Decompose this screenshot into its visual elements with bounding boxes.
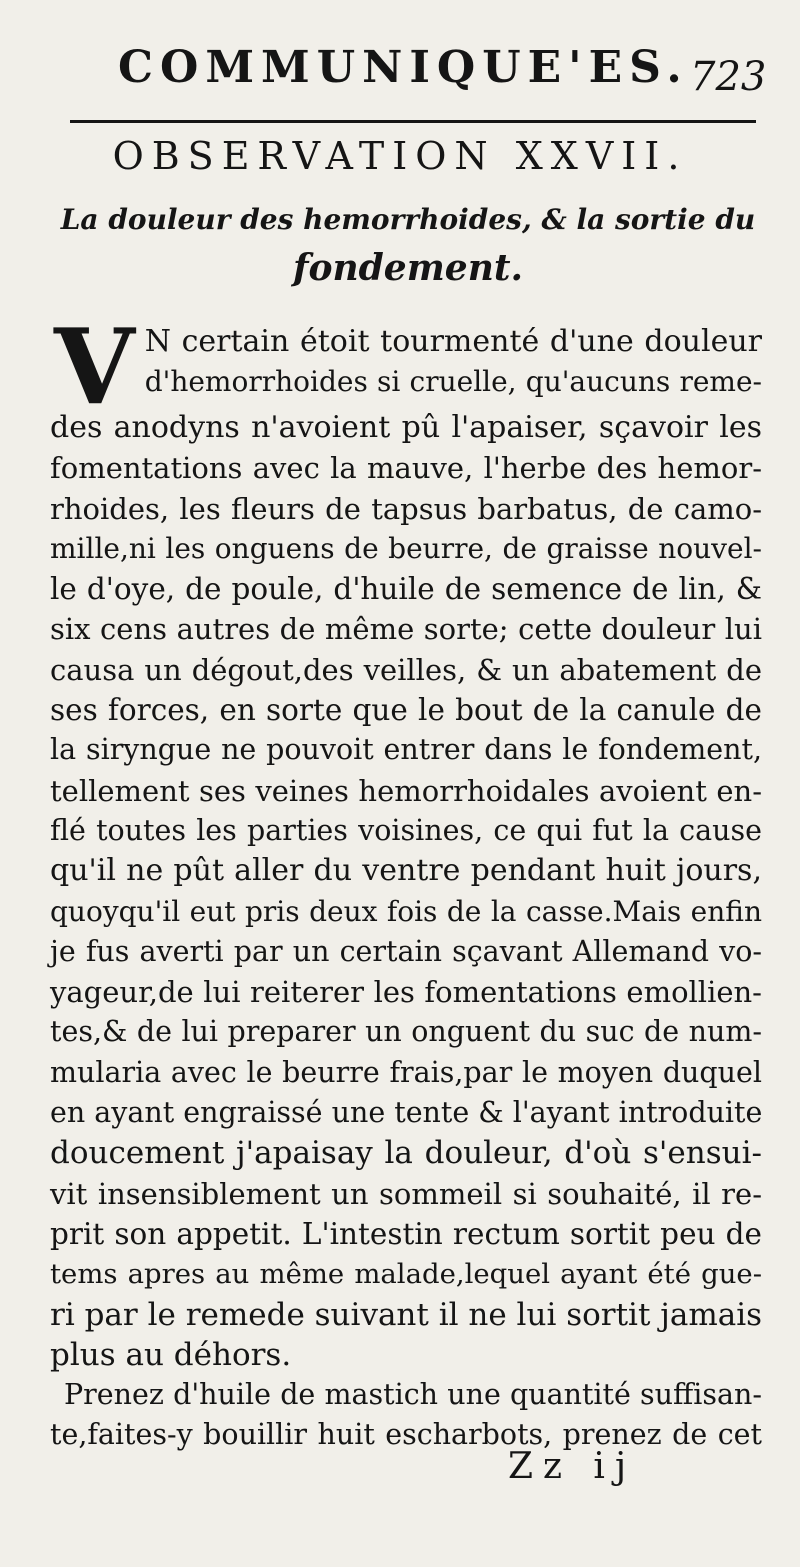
text-line: tes,& de lui preparer un onguent du suc de num- xyxy=(50,1015,762,1049)
text-line: des anodyns n'avoient pû l'apaiser, sçavoir les xyxy=(50,410,762,445)
text-line: je fus averti par un certain sçavant Allemand vo- xyxy=(50,934,762,968)
signature-mark: Zz ij xyxy=(508,1446,637,1487)
text-line: tems apres au même malade,lequel ayant été gue- xyxy=(50,1258,762,1291)
text-line: N certain étoit tourmenté d'une douleur xyxy=(144,324,762,359)
text-line: d'hemorrhoides si cruelle, qu'aucuns reme- xyxy=(144,365,762,399)
drop-cap: V xyxy=(54,305,135,428)
page-header xyxy=(0,42,800,102)
text-line: qu'il ne pût aller du ventre pendant huit jours, xyxy=(50,853,762,889)
text-line: rhoides, les fleurs de tapsus barbatus, de camo- xyxy=(50,491,762,526)
text-line: ri par le remede suivant il ne lui sortit jamais xyxy=(50,1296,763,1333)
text-line: doucement j'apaisay la douleur, d'où s'ensui- xyxy=(50,1135,762,1172)
text-line: flé toutes les parties voisines, ce qui fut la cause xyxy=(50,813,762,847)
text-line: mularia avec le beurre frais,par le moyen duquel xyxy=(50,1055,762,1089)
header-rule xyxy=(70,120,756,123)
text-line: mille,ni les onguens de beurre, de graisse nouvel- xyxy=(50,531,762,565)
subtitle-line-1: La douleur des hemorrhoides, & la sortie du xyxy=(60,203,756,236)
observation-subtitle xyxy=(60,196,756,292)
text-line: yageur,de lui reiterer les fomentations emollien- xyxy=(50,975,762,1010)
body-text xyxy=(50,305,763,1456)
paragraph-1 xyxy=(50,305,763,1375)
text-line: tellement ses veines hemorrhoidales avoient en- xyxy=(50,773,762,808)
page-number: 723 xyxy=(690,54,767,100)
text-line: Prenez d'huile de mastich une quantité suffisan- xyxy=(64,1378,762,1412)
text-line: en ayant engraissé une tente & l'ayant introduite xyxy=(50,1096,763,1130)
text-line: la siryngue ne pouvoit entrer dans le fondement, xyxy=(50,733,762,767)
text-line: quoyqu'il eut pris deux fois de la casse.Mais enfin xyxy=(50,894,762,928)
running-head: COMMUNIQUE'ES. xyxy=(118,42,689,93)
text-line: ses forces, en sorte que le bout de la canule de xyxy=(50,693,762,728)
text-line: causa un dégout,des veilles, & un abatement de xyxy=(50,652,762,687)
paragraph-2 xyxy=(50,1375,762,1456)
text-line: six cens autres de même sorte; cette douleur lui xyxy=(50,612,762,647)
observation-title: OBSERVATION XXVII. xyxy=(112,134,688,178)
text-line: le d'oye, de poule, d'huile de semence de lin, & xyxy=(50,572,762,607)
text-line: te,faites-y bouillir huit escharbots, prenez de cet xyxy=(50,1418,762,1452)
text-line: fomentations avec la mauve, l'herbe des hemor- xyxy=(50,451,762,486)
text-line: vit insensiblement un sommeil si souhaité, il re- xyxy=(50,1176,762,1211)
subtitle-line-2: fondement. xyxy=(292,247,524,289)
text-line: prit son appetit. L'intestin rectum sortit peu de xyxy=(50,1216,762,1251)
text-line: plus au déhors. xyxy=(50,1336,292,1373)
